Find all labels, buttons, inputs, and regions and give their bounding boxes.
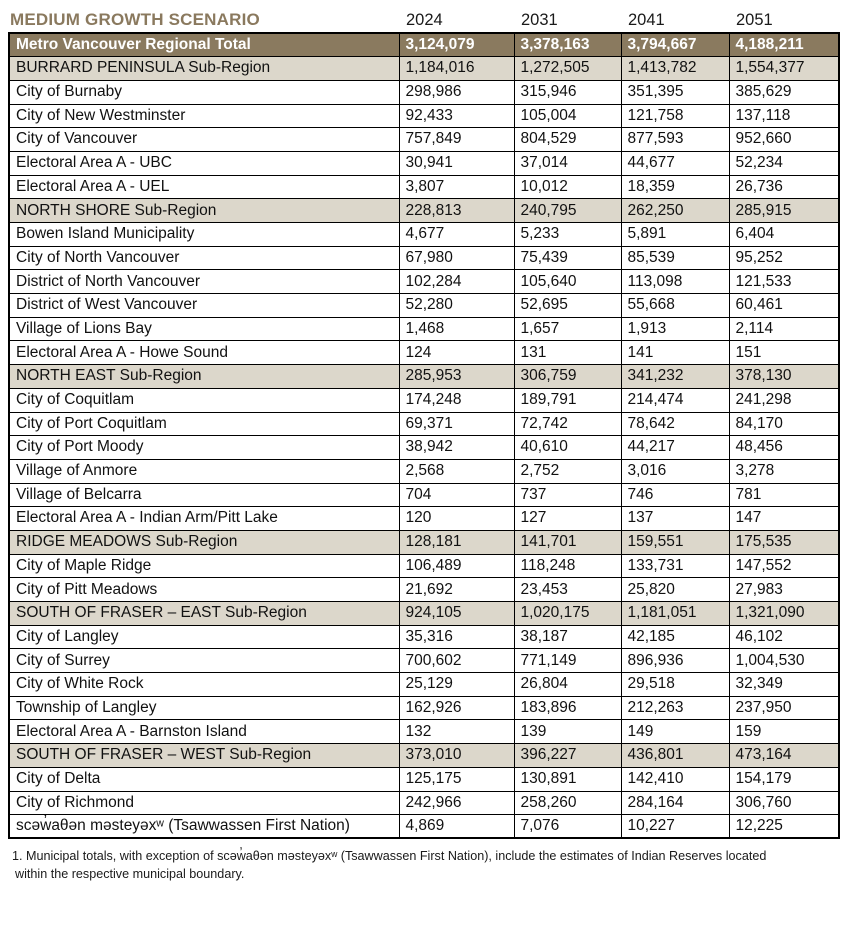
table-row	[9, 436, 839, 460]
row-label: City of Delta	[9, 767, 399, 791]
population-value-cell: 746	[621, 483, 729, 507]
population-value-cell: 121,533	[729, 270, 839, 294]
population-value-cell: 7,076	[514, 815, 621, 839]
population-value-cell: 781	[729, 483, 839, 507]
population-value-cell: 757,849	[399, 128, 514, 152]
population-value-cell: 159	[729, 720, 839, 744]
population-value-cell: 35,316	[399, 625, 514, 649]
table-row	[9, 80, 839, 104]
population-value-cell: 120	[399, 507, 514, 531]
row-label: scəw̓aθən məsteyəxʷ (Tsawwassen First Nation)	[9, 815, 399, 839]
population-value-cell: 175,535	[729, 530, 839, 554]
table-row	[9, 294, 839, 318]
row-label: Electoral Area A - UBC	[9, 151, 399, 175]
page-title: MEDIUM GROWTH SCENARIO	[10, 10, 260, 29]
population-value-cell: 141,701	[514, 530, 621, 554]
population-value-cell: 124	[399, 341, 514, 365]
table-row	[9, 412, 839, 436]
population-value-cell: 127	[514, 507, 621, 531]
population-value-cell: 3,278	[729, 459, 839, 483]
population-value-cell: 130,891	[514, 767, 621, 791]
table-row	[9, 33, 839, 57]
row-label: Electoral Area A - Indian Arm/Pitt Lake	[9, 507, 399, 531]
population-value-cell: 242,966	[399, 791, 514, 815]
population-value-cell: 149	[621, 720, 729, 744]
table-row	[9, 365, 839, 389]
population-value-cell: 385,629	[729, 80, 839, 104]
table-row	[9, 744, 839, 768]
table-row	[9, 270, 839, 294]
population-value-cell: 75,439	[514, 246, 621, 270]
population-value-cell: 42,185	[621, 625, 729, 649]
population-value-cell: 1,272,505	[514, 57, 621, 81]
population-value-cell: 6,404	[729, 223, 839, 247]
row-label: City of Burnaby	[9, 80, 399, 104]
population-value-cell: 118,248	[514, 554, 621, 578]
population-value-cell: 44,677	[621, 151, 729, 175]
population-value-cell: 151	[729, 341, 839, 365]
population-value-cell: 924,105	[399, 602, 514, 626]
population-value-cell: 877,593	[621, 128, 729, 152]
population-value-cell: 1,321,090	[729, 602, 839, 626]
column-header-year: 2041	[628, 11, 665, 29]
population-value-cell: 285,915	[729, 199, 839, 223]
population-value-cell: 700,602	[399, 649, 514, 673]
row-label: City of Langley	[9, 625, 399, 649]
population-value-cell: 228,813	[399, 199, 514, 223]
population-value-cell: 78,642	[621, 412, 729, 436]
population-value-cell: 315,946	[514, 80, 621, 104]
population-value-cell: 84,170	[729, 412, 839, 436]
footnote-line-1: 1. Municipal totals, with exception of scəw̓aθən məsteyəxʷ (Tsawwassen First Nation), include the estimates of Indian Reserves located	[12, 849, 767, 864]
population-value-cell: 473,164	[729, 744, 839, 768]
column-header-year: 2031	[521, 11, 558, 29]
population-value-cell: 106,489	[399, 554, 514, 578]
table-row	[9, 720, 839, 744]
population-value-cell: 69,371	[399, 412, 514, 436]
population-value-cell: 3,794,667	[621, 33, 729, 57]
population-value-cell: 105,640	[514, 270, 621, 294]
population-value-cell: 27,983	[729, 578, 839, 602]
population-value-cell: 771,149	[514, 649, 621, 673]
population-value-cell: 4,869	[399, 815, 514, 839]
population-value-cell: 52,280	[399, 294, 514, 318]
row-label: NORTH EAST Sub-Region	[9, 365, 399, 389]
population-value-cell: 1,184,016	[399, 57, 514, 81]
row-label: City of Pitt Meadows	[9, 578, 399, 602]
population-value-cell: 131	[514, 341, 621, 365]
table-row	[9, 483, 839, 507]
population-value-cell: 29,518	[621, 673, 729, 697]
table-row	[9, 151, 839, 175]
population-value-cell: 258,260	[514, 791, 621, 815]
population-value-cell: 67,980	[399, 246, 514, 270]
population-value-cell: 121,758	[621, 104, 729, 128]
table-row	[9, 388, 839, 412]
table-row	[9, 246, 839, 270]
population-value-cell: 113,098	[621, 270, 729, 294]
population-value-cell: 284,164	[621, 791, 729, 815]
population-value-cell: 306,760	[729, 791, 839, 815]
population-value-cell: 183,896	[514, 696, 621, 720]
table-row	[9, 199, 839, 223]
population-value-cell: 12,225	[729, 815, 839, 839]
row-label: Electoral Area A - Barnston Island	[9, 720, 399, 744]
population-value-cell: 1,004,530	[729, 649, 839, 673]
row-label: City of Surrey	[9, 649, 399, 673]
population-value-cell: 52,695	[514, 294, 621, 318]
column-header-year: 2024	[406, 11, 443, 29]
population-value-cell: 162,926	[399, 696, 514, 720]
row-label: City of White Rock	[9, 673, 399, 697]
population-value-cell: 132	[399, 720, 514, 744]
population-value-cell: 1,468	[399, 317, 514, 341]
row-label: BURRARD PENINSULA Sub-Region	[9, 57, 399, 81]
row-label: Village of Anmore	[9, 459, 399, 483]
population-value-cell: 18,359	[621, 175, 729, 199]
population-value-cell: 952,660	[729, 128, 839, 152]
row-label: City of Richmond	[9, 791, 399, 815]
population-value-cell: 30,941	[399, 151, 514, 175]
population-value-cell: 189,791	[514, 388, 621, 412]
population-value-cell: 1,413,782	[621, 57, 729, 81]
table-row	[9, 696, 839, 720]
row-label: Village of Belcarra	[9, 483, 399, 507]
row-label: SOUTH OF FRASER – WEST Sub-Region	[9, 744, 399, 768]
table-row	[9, 815, 839, 839]
footnote	[8, 848, 828, 884]
population-value-cell: 1,181,051	[621, 602, 729, 626]
population-value-cell: 240,795	[514, 199, 621, 223]
population-value-cell: 137,118	[729, 104, 839, 128]
population-value-cell: 133,731	[621, 554, 729, 578]
population-value-cell: 10,227	[621, 815, 729, 839]
table-row	[9, 317, 839, 341]
population-value-cell: 1,554,377	[729, 57, 839, 81]
row-label: Township of Langley	[9, 696, 399, 720]
table-row	[9, 341, 839, 365]
population-value-cell: 137	[621, 507, 729, 531]
table-row	[9, 649, 839, 673]
population-value-cell: 262,250	[621, 199, 729, 223]
population-value-cell: 142,410	[621, 767, 729, 791]
table-row	[9, 530, 839, 554]
row-label: City of Port Coquitlam	[9, 412, 399, 436]
population-value-cell: 3,807	[399, 175, 514, 199]
row-label: Electoral Area A - Howe Sound	[9, 341, 399, 365]
row-label: City of Coquitlam	[9, 388, 399, 412]
population-value-cell: 214,474	[621, 388, 729, 412]
population-value-cell: 241,298	[729, 388, 839, 412]
population-value-cell: 896,936	[621, 649, 729, 673]
population-value-cell: 10,012	[514, 175, 621, 199]
table-row	[9, 104, 839, 128]
population-value-cell: 174,248	[399, 388, 514, 412]
population-value-cell: 373,010	[399, 744, 514, 768]
population-value-cell: 4,188,211	[729, 33, 839, 57]
table-row	[9, 625, 839, 649]
population-value-cell: 341,232	[621, 365, 729, 389]
population-value-cell: 154,179	[729, 767, 839, 791]
population-value-cell: 40,610	[514, 436, 621, 460]
population-value-cell: 141	[621, 341, 729, 365]
row-label: City of Maple Ridge	[9, 554, 399, 578]
population-value-cell: 25,820	[621, 578, 729, 602]
population-value-cell: 26,804	[514, 673, 621, 697]
population-value-cell: 128,181	[399, 530, 514, 554]
table-row	[9, 673, 839, 697]
population-value-cell: 38,187	[514, 625, 621, 649]
population-value-cell: 1,020,175	[514, 602, 621, 626]
population-value-cell: 237,950	[729, 696, 839, 720]
table-row	[9, 602, 839, 626]
row-label: SOUTH OF FRASER – EAST Sub-Region	[9, 602, 399, 626]
table-header	[8, 4, 838, 32]
population-value-cell: 55,668	[621, 294, 729, 318]
population-value-cell: 92,433	[399, 104, 514, 128]
row-label: City of Port Moody	[9, 436, 399, 460]
population-value-cell: 23,453	[514, 578, 621, 602]
population-projection-table	[8, 32, 840, 839]
population-value-cell: 105,004	[514, 104, 621, 128]
population-value-cell: 5,891	[621, 223, 729, 247]
row-label: Village of Lions Bay	[9, 317, 399, 341]
population-value-cell: 3,016	[621, 459, 729, 483]
population-value-cell: 378,130	[729, 365, 839, 389]
table-row	[9, 767, 839, 791]
population-value-cell: 5,233	[514, 223, 621, 247]
population-value-cell: 396,227	[514, 744, 621, 768]
table-row	[9, 128, 839, 152]
table-row	[9, 459, 839, 483]
population-value-cell: 37,014	[514, 151, 621, 175]
population-value-cell: 212,263	[621, 696, 729, 720]
row-label: RIDGE MEADOWS Sub-Region	[9, 530, 399, 554]
population-value-cell: 72,742	[514, 412, 621, 436]
table-row	[9, 223, 839, 247]
population-value-cell: 351,395	[621, 80, 729, 104]
table-row	[9, 507, 839, 531]
population-value-cell: 32,349	[729, 673, 839, 697]
population-value-cell: 804,529	[514, 128, 621, 152]
population-value-cell: 737	[514, 483, 621, 507]
population-value-cell: 2,114	[729, 317, 839, 341]
population-value-cell: 3,378,163	[514, 33, 621, 57]
table-row	[9, 578, 839, 602]
population-value-cell: 25,129	[399, 673, 514, 697]
population-value-cell: 44,217	[621, 436, 729, 460]
population-value-cell: 139	[514, 720, 621, 744]
table-row	[9, 791, 839, 815]
population-value-cell: 3,124,079	[399, 33, 514, 57]
table-row	[9, 175, 839, 199]
footnote-line-2: within the respective municipal boundary.	[15, 867, 245, 882]
population-value-cell: 298,986	[399, 80, 514, 104]
population-value-cell: 147	[729, 507, 839, 531]
population-value-cell: 102,284	[399, 270, 514, 294]
row-label: City of New Westminster	[9, 104, 399, 128]
population-value-cell: 52,234	[729, 151, 839, 175]
population-value-cell: 4,677	[399, 223, 514, 247]
population-value-cell: 285,953	[399, 365, 514, 389]
row-label: City of North Vancouver	[9, 246, 399, 270]
population-value-cell: 26,736	[729, 175, 839, 199]
population-value-cell: 85,539	[621, 246, 729, 270]
population-value-cell: 306,759	[514, 365, 621, 389]
population-value-cell: 159,551	[621, 530, 729, 554]
row-label: NORTH SHORE Sub-Region	[9, 199, 399, 223]
population-value-cell: 436,801	[621, 744, 729, 768]
population-value-cell: 2,752	[514, 459, 621, 483]
table-row	[9, 554, 839, 578]
column-header-year: 2051	[736, 11, 773, 29]
population-value-cell: 60,461	[729, 294, 839, 318]
table-row	[9, 57, 839, 81]
population-value-cell: 38,942	[399, 436, 514, 460]
population-value-cell: 147,552	[729, 554, 839, 578]
population-value-cell: 1,657	[514, 317, 621, 341]
row-label: Metro Vancouver Regional Total	[9, 33, 399, 57]
population-value-cell: 125,175	[399, 767, 514, 791]
row-label: Electoral Area A - UEL	[9, 175, 399, 199]
population-value-cell: 48,456	[729, 436, 839, 460]
projection-table-body	[9, 33, 839, 838]
row-label: District of North Vancouver	[9, 270, 399, 294]
row-label: City of Vancouver	[9, 128, 399, 152]
population-value-cell: 95,252	[729, 246, 839, 270]
population-value-cell: 21,692	[399, 578, 514, 602]
population-value-cell: 46,102	[729, 625, 839, 649]
population-value-cell: 2,568	[399, 459, 514, 483]
population-value-cell: 704	[399, 483, 514, 507]
row-label: Bowen Island Municipality	[9, 223, 399, 247]
row-label: District of West Vancouver	[9, 294, 399, 318]
population-value-cell: 1,913	[621, 317, 729, 341]
